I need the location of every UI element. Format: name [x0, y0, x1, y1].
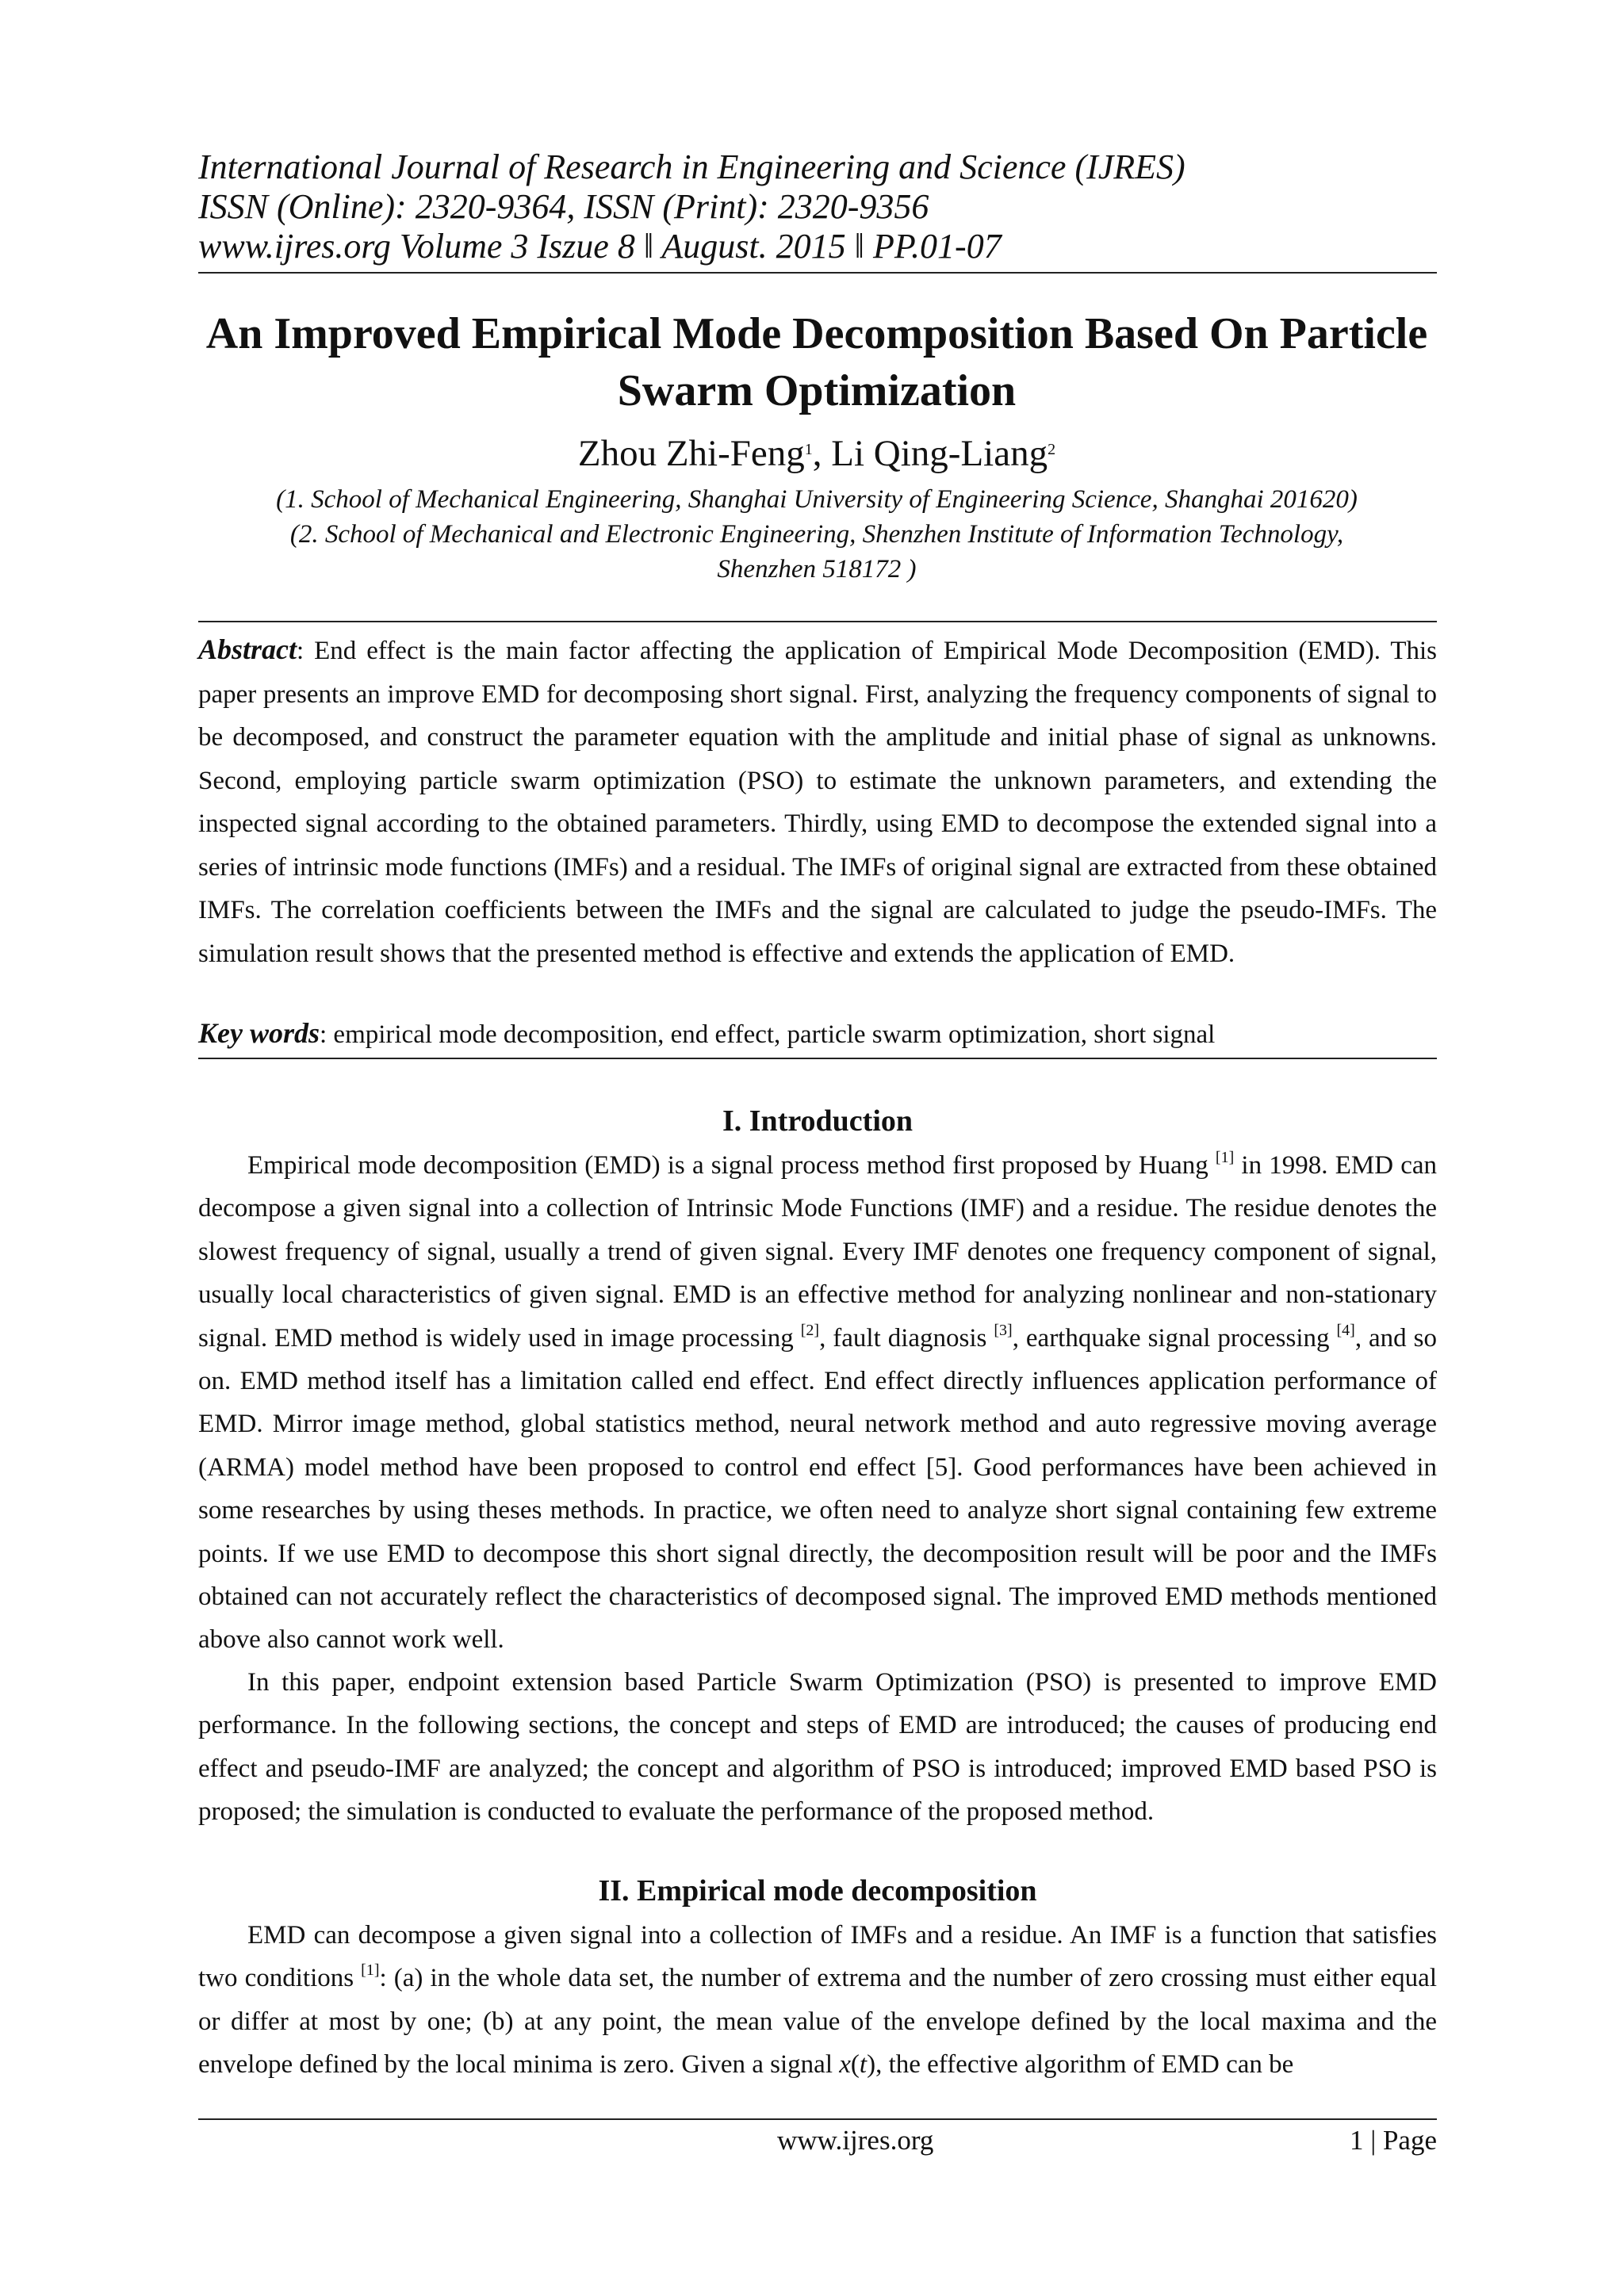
- author-1: Zhou Zhi-Feng: [577, 433, 805, 474]
- affiliations: [174, 482, 1459, 587]
- author-separator: ,: [812, 433, 832, 474]
- citation-ref: [3]: [994, 1321, 1013, 1339]
- citation-ref: [2]: [800, 1321, 820, 1339]
- author-line: [159, 432, 1475, 475]
- author-1-affiliation-mark: 1: [804, 441, 813, 458]
- journal-header: [198, 147, 1435, 266]
- affiliation-2: (2. School of Mechanical and Electronic Engineering, Shenzhen Institute of Information Technology, Shenzhen 518172 ): [289, 520, 1344, 584]
- keywords-label: Key words: [198, 1017, 320, 1049]
- section-heading-emd: II. Empirical mode decomposition: [598, 1874, 1037, 1908]
- citation-ref: [4]: [1336, 1321, 1355, 1339]
- abstract-text: : End effect is the main factor affecting the application of Empirical Mode Decomposition (EMD). This paper presents an improve EMD for decomposing short signal. First, analyzing the frequency components of signal to be decomposed, and construct the parameter equation with the amplitude and initial phase of signal as unknowns. Second, employing particle swarm optimization (PSO) to estimate the unknown parameters, and extending the inspected signal according to the obtained parameters. Thirdly, using EMD to decompose the extended signal into a series of intrinsic mode functions (IMFs) and a residual. The IMFs of original signal are extracted from these obtained IMFs. The correlation coefficients between the IMFs and the signal are calculated to judge the pseudo-IMFs. The simulation result shows that the presented method is effective and extends the application of EMD.: [198, 637, 1437, 968]
- citation-ref: [1]: [1215, 1149, 1235, 1166]
- journal-name: International Journal of Research in Engineering and Science (IJRES): [198, 147, 1185, 186]
- abstract: [198, 628, 1437, 975]
- keywords-text: : empirical mode decomposition, end effect, particle swarm optimization, short signal: [320, 1020, 1216, 1049]
- author-2-affiliation-mark: 2: [1048, 441, 1056, 458]
- abstract-top-rule: [198, 621, 1437, 622]
- affiliation-1: (1. School of Mechanical Engineering, Shanghai University of Engineering Science, Shanghai 201620): [276, 485, 1358, 514]
- footer-rule: [198, 2118, 1437, 2120]
- section-heading-introduction: I. Introduction: [722, 1104, 914, 1138]
- math-variable-x: x: [839, 2050, 851, 2080]
- citation-ref: [1]: [361, 1961, 380, 1980]
- journal-volume: www.ijres.org Volume 3 Iszue 8 ǁ August. 2015 ǁ PP.01-07: [198, 227, 1002, 266]
- abstract-label: Abstract: [198, 633, 297, 665]
- header-rule: [198, 272, 1437, 274]
- paper-title: An Improved Empirical Mode Decomposition Based On Particle Swarm Optimization: [205, 309, 1428, 415]
- introduction-paragraph-1: Empirical mode decomposition (EMD) is a signal process method first proposed by Huang [1] in 1998. EMD can decompose a given signal into a collection of Intrinsic Mode Functions (IMF) and a residue. The residue denotes the slowest frequency of signal, usually a trend of given signal. Every IMF denotes one frequency component of signal, usually local characteristics of given signal. EMD is an effective method for analyzing nonlinear and non-stationary signal. EMD method is widely used in image processing [2], fault diagnosis [3], earthquake signal processing [4], and so on. EMD method itself has a limitation called end effect. End effect directly influences application performance of EMD. Mirror image method, global statistics method, neural network method and auto regressive moving average (ARMA) model method have been proposed to control end effect [5]. Good performances have been achieved in some researches by using theses methods. In practice, we often need to analyze short signal containing few extreme points. If we use EMD to decompose this short signal directly, the decomposition result will be poor and the IMFs obtained can not accurately reflect the characteristics of decomposed signal. The improved EMD methods mentioned above also cannot work well.: [198, 1149, 1438, 1655]
- footer-website: www.ijres.org: [777, 2125, 934, 2156]
- footer-page-number: 1 | Page: [1349, 2125, 1437, 2156]
- keywords: [198, 1012, 1437, 1056]
- author-2: Li Qing-Liang: [831, 433, 1048, 474]
- journal-issn: ISSN (Online): 2320-9364, ISSN (Print): 2320-9356: [198, 187, 929, 226]
- emd-paragraph-1: EMD can decompose a given signal into a collection of IMFs and a residue. An IMF is a function that satisfies two conditions [1]: (a) in the whole data set, the number of extrema and the number of zero crossing must either equal or differ at most by one; (b) at any point, the mean value of the envelope defined by the local maxima and the envelope defined by the local minima is zero. Given a signal x(t), the effective algorithm of EMD can be: [198, 1921, 1438, 2080]
- math-variable-t: t: [859, 2050, 868, 2080]
- abstract-bottom-rule: [198, 1058, 1437, 1059]
- introduction-paragraph-2: In this paper, endpoint extension based Particle Swarm Optimization (PSO) is presented to improve EMD performance. In the following sections, the concept and steps of EMD are introduced; the causes of producing end effect and pseudo-IMF are analyzed; the concept and algorithm of PSO is introduced; improved EMD based PSO is proposed; the simulation is conducted to evaluate the performance of the proposed method.: [198, 1668, 1437, 1827]
